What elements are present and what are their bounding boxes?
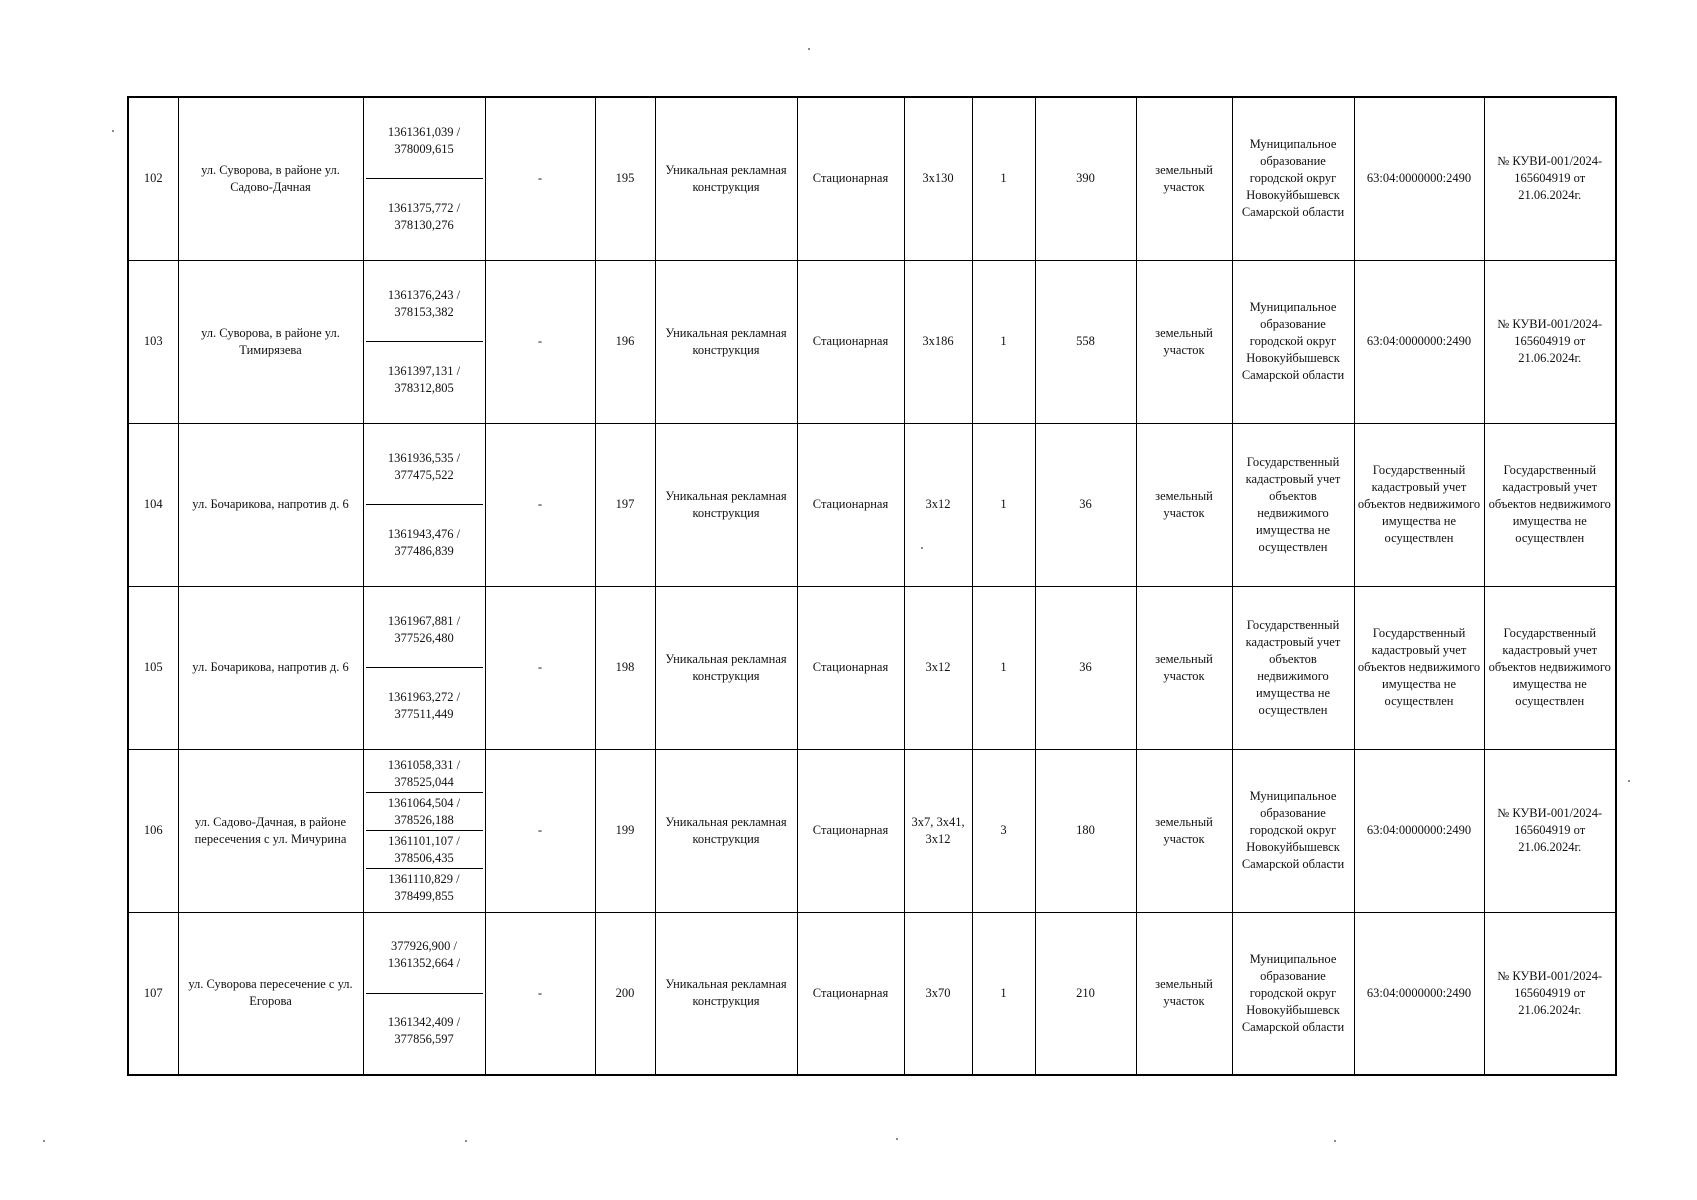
construction-type: Стационарная	[797, 97, 904, 260]
address-cell: ул. Суворова, в районе ул. Тимирязева	[178, 260, 363, 423]
scan-speck	[1334, 1140, 1336, 1142]
coordinate-pair: 1361101,107 / 378506,435	[366, 831, 483, 869]
scan-speck	[1628, 780, 1630, 782]
cadastre-number: 63:04:0000000:2490	[1354, 97, 1484, 260]
row-number: 107	[128, 912, 178, 1075]
size-cell: 3x186	[904, 260, 972, 423]
coordinate-pair: 1361376,243 / 378153,382	[366, 266, 483, 342]
sides-count: 1	[972, 423, 1035, 586]
coords-cell	[363, 260, 485, 423]
row-number: 102	[128, 97, 178, 260]
construction-kind: Уникальная рекламная конструкция	[655, 260, 797, 423]
land-type: земельный участок	[1136, 260, 1232, 423]
land-type: земельный участок	[1136, 423, 1232, 586]
coords-cell	[363, 423, 485, 586]
area-cell: 36	[1035, 586, 1136, 749]
construction-type: Стационарная	[797, 260, 904, 423]
coordinate-pair: 1361936,535 / 377475,522	[366, 429, 483, 505]
cadastre-number: 63:04:0000000:2490	[1354, 749, 1484, 912]
register-number: 195	[595, 97, 655, 260]
register-number: 196	[595, 260, 655, 423]
coordinate-pair: 1361967,881 / 377526,480	[366, 592, 483, 668]
table-row	[128, 260, 1616, 423]
row-number: 106	[128, 749, 178, 912]
document-cell: Государственный кадастровый учет объектов недвижимого имущества не осуществлен	[1484, 423, 1616, 586]
table-row	[128, 586, 1616, 749]
construction-kind: Уникальная рекламная конструкция	[655, 749, 797, 912]
owner-cell: Муниципальное образование городской округ Новокуйбышевск Самарской области	[1232, 260, 1354, 423]
document-cell: № КУВИ-001/2024-165604919 от 21.06.2024г.	[1484, 749, 1616, 912]
scan-speck	[808, 48, 810, 50]
register-number: 200	[595, 912, 655, 1075]
size-cell: 3x70	[904, 912, 972, 1075]
table-body	[128, 97, 1616, 1075]
cadastre-number: Государственный кадастровый учет объектов недвижимого имущества не осуществлен	[1354, 423, 1484, 586]
row-number: 104	[128, 423, 178, 586]
area-cell: 558	[1035, 260, 1136, 423]
construction-kind: Уникальная рекламная конструкция	[655, 97, 797, 260]
owner-cell: Муниципальное образование городской округ Новокуйбышевск Самарской области	[1232, 97, 1354, 260]
cadastre-number: 63:04:0000000:2490	[1354, 260, 1484, 423]
area-cell: 390	[1035, 97, 1136, 260]
coordinate-pair: 1361110,829 / 378499,855	[388, 871, 460, 903]
coordinate-pair: 1361943,476 / 377486,839	[387, 526, 461, 558]
document-cell: № КУВИ-001/2024-165604919 от 21.06.2024г.	[1484, 260, 1616, 423]
address-cell: ул. Садово-Дачная, в районе пересечения с ул. Мичурина	[178, 749, 363, 912]
coordinate-pair: 1361963,272 / 377511,449	[387, 689, 461, 721]
coordinate-pair: 1361342,409 / 377856,597	[387, 1015, 461, 1047]
table-row	[128, 749, 1616, 912]
coordinate-pair: 1361058,331 / 378525,044	[366, 755, 483, 793]
coordinate-pair: 1361397,131 / 378312,805	[387, 363, 461, 395]
sides-count: 1	[972, 586, 1035, 749]
construction-kind: Уникальная рекламная конструкция	[655, 423, 797, 586]
owner-cell: Муниципальное образование городской округ Новокуйбышевск Самарской области	[1232, 749, 1354, 912]
owner-cell: Государственный кадастровый учет объектов недвижимого имущества не осуществлен	[1232, 423, 1354, 586]
document-cell: № КУВИ-001/2024-165604919 от 21.06.2024г.	[1484, 97, 1616, 260]
size-cell: 3x12	[904, 423, 972, 586]
construction-type: Стационарная	[797, 423, 904, 586]
scan-speck	[896, 1138, 898, 1140]
dash-cell: -	[485, 749, 595, 912]
sides-count: 1	[972, 97, 1035, 260]
size-cell: 3x130	[904, 97, 972, 260]
sides-count: 1	[972, 260, 1035, 423]
coordinate-pair: 1361375,772 / 378130,276	[387, 200, 461, 232]
land-type: земельный участок	[1136, 912, 1232, 1075]
area-cell: 210	[1035, 912, 1136, 1075]
register-table	[127, 96, 1617, 1076]
construction-type: Стационарная	[797, 586, 904, 749]
document-cell: Государственный кадастровый учет объектов недвижимого имущества не осуществлен	[1484, 586, 1616, 749]
scan-speck	[465, 1140, 467, 1142]
land-type: земельный участок	[1136, 97, 1232, 260]
size-cell: 3x12	[904, 586, 972, 749]
row-number: 105	[128, 586, 178, 749]
coords-cell	[363, 749, 485, 912]
dash-cell: -	[485, 97, 595, 260]
cadastre-number: Государственный кадастровый учет объектов недвижимого имущества не осуществлен	[1354, 586, 1484, 749]
owner-cell: Государственный кадастровый учет объектов недвижимого имущества не осуществлен	[1232, 586, 1354, 749]
document-cell: № КУВИ-001/2024-165604919 от 21.06.2024г.	[1484, 912, 1616, 1075]
area-cell: 36	[1035, 423, 1136, 586]
coords-cell	[363, 97, 485, 260]
area-cell: 180	[1035, 749, 1136, 912]
construction-kind: Уникальная рекламная конструкция	[655, 912, 797, 1075]
sides-count: 3	[972, 749, 1035, 912]
register-number: 197	[595, 423, 655, 586]
coords-cell	[363, 912, 485, 1075]
dash-cell: -	[485, 912, 595, 1075]
dash-cell: -	[485, 423, 595, 586]
construction-kind: Уникальная рекламная конструкция	[655, 586, 797, 749]
register-number: 199	[595, 749, 655, 912]
scan-speck	[921, 547, 923, 549]
register-number: 198	[595, 586, 655, 749]
construction-type: Стационарная	[797, 749, 904, 912]
coords-cell	[363, 586, 485, 749]
coordinate-pair: 1361064,504 / 378526,188	[366, 793, 483, 831]
size-cell: 3x7, 3x41, 3x12	[904, 749, 972, 912]
construction-type: Стационарная	[797, 912, 904, 1075]
coordinate-pair: 377926,900 / 1361352,664 /	[366, 918, 483, 994]
coordinate-pair: 1361361,039 / 378009,615	[366, 103, 483, 179]
land-type: земельный участок	[1136, 586, 1232, 749]
row-number: 103	[128, 260, 178, 423]
sides-count: 1	[972, 912, 1035, 1075]
table-row	[128, 97, 1616, 260]
dash-cell: -	[485, 260, 595, 423]
address-cell: ул. Суворова, в районе ул. Садово-Дачная	[178, 97, 363, 260]
owner-cell: Муниципальное образование городской округ Новокуйбышевск Самарской области	[1232, 912, 1354, 1075]
address-cell: ул. Бочарикова, напротив д. 6	[178, 423, 363, 586]
table-row	[128, 423, 1616, 586]
table-row	[128, 912, 1616, 1075]
address-cell: ул. Бочарикова, напротив д. 6	[178, 586, 363, 749]
address-cell: ул. Суворова пересечение с ул. Егорова	[178, 912, 363, 1075]
scan-speck	[112, 130, 114, 132]
scan-speck	[43, 1140, 45, 1142]
land-type: земельный участок	[1136, 749, 1232, 912]
cadastre-number: 63:04:0000000:2490	[1354, 912, 1484, 1075]
dash-cell: -	[485, 586, 595, 749]
